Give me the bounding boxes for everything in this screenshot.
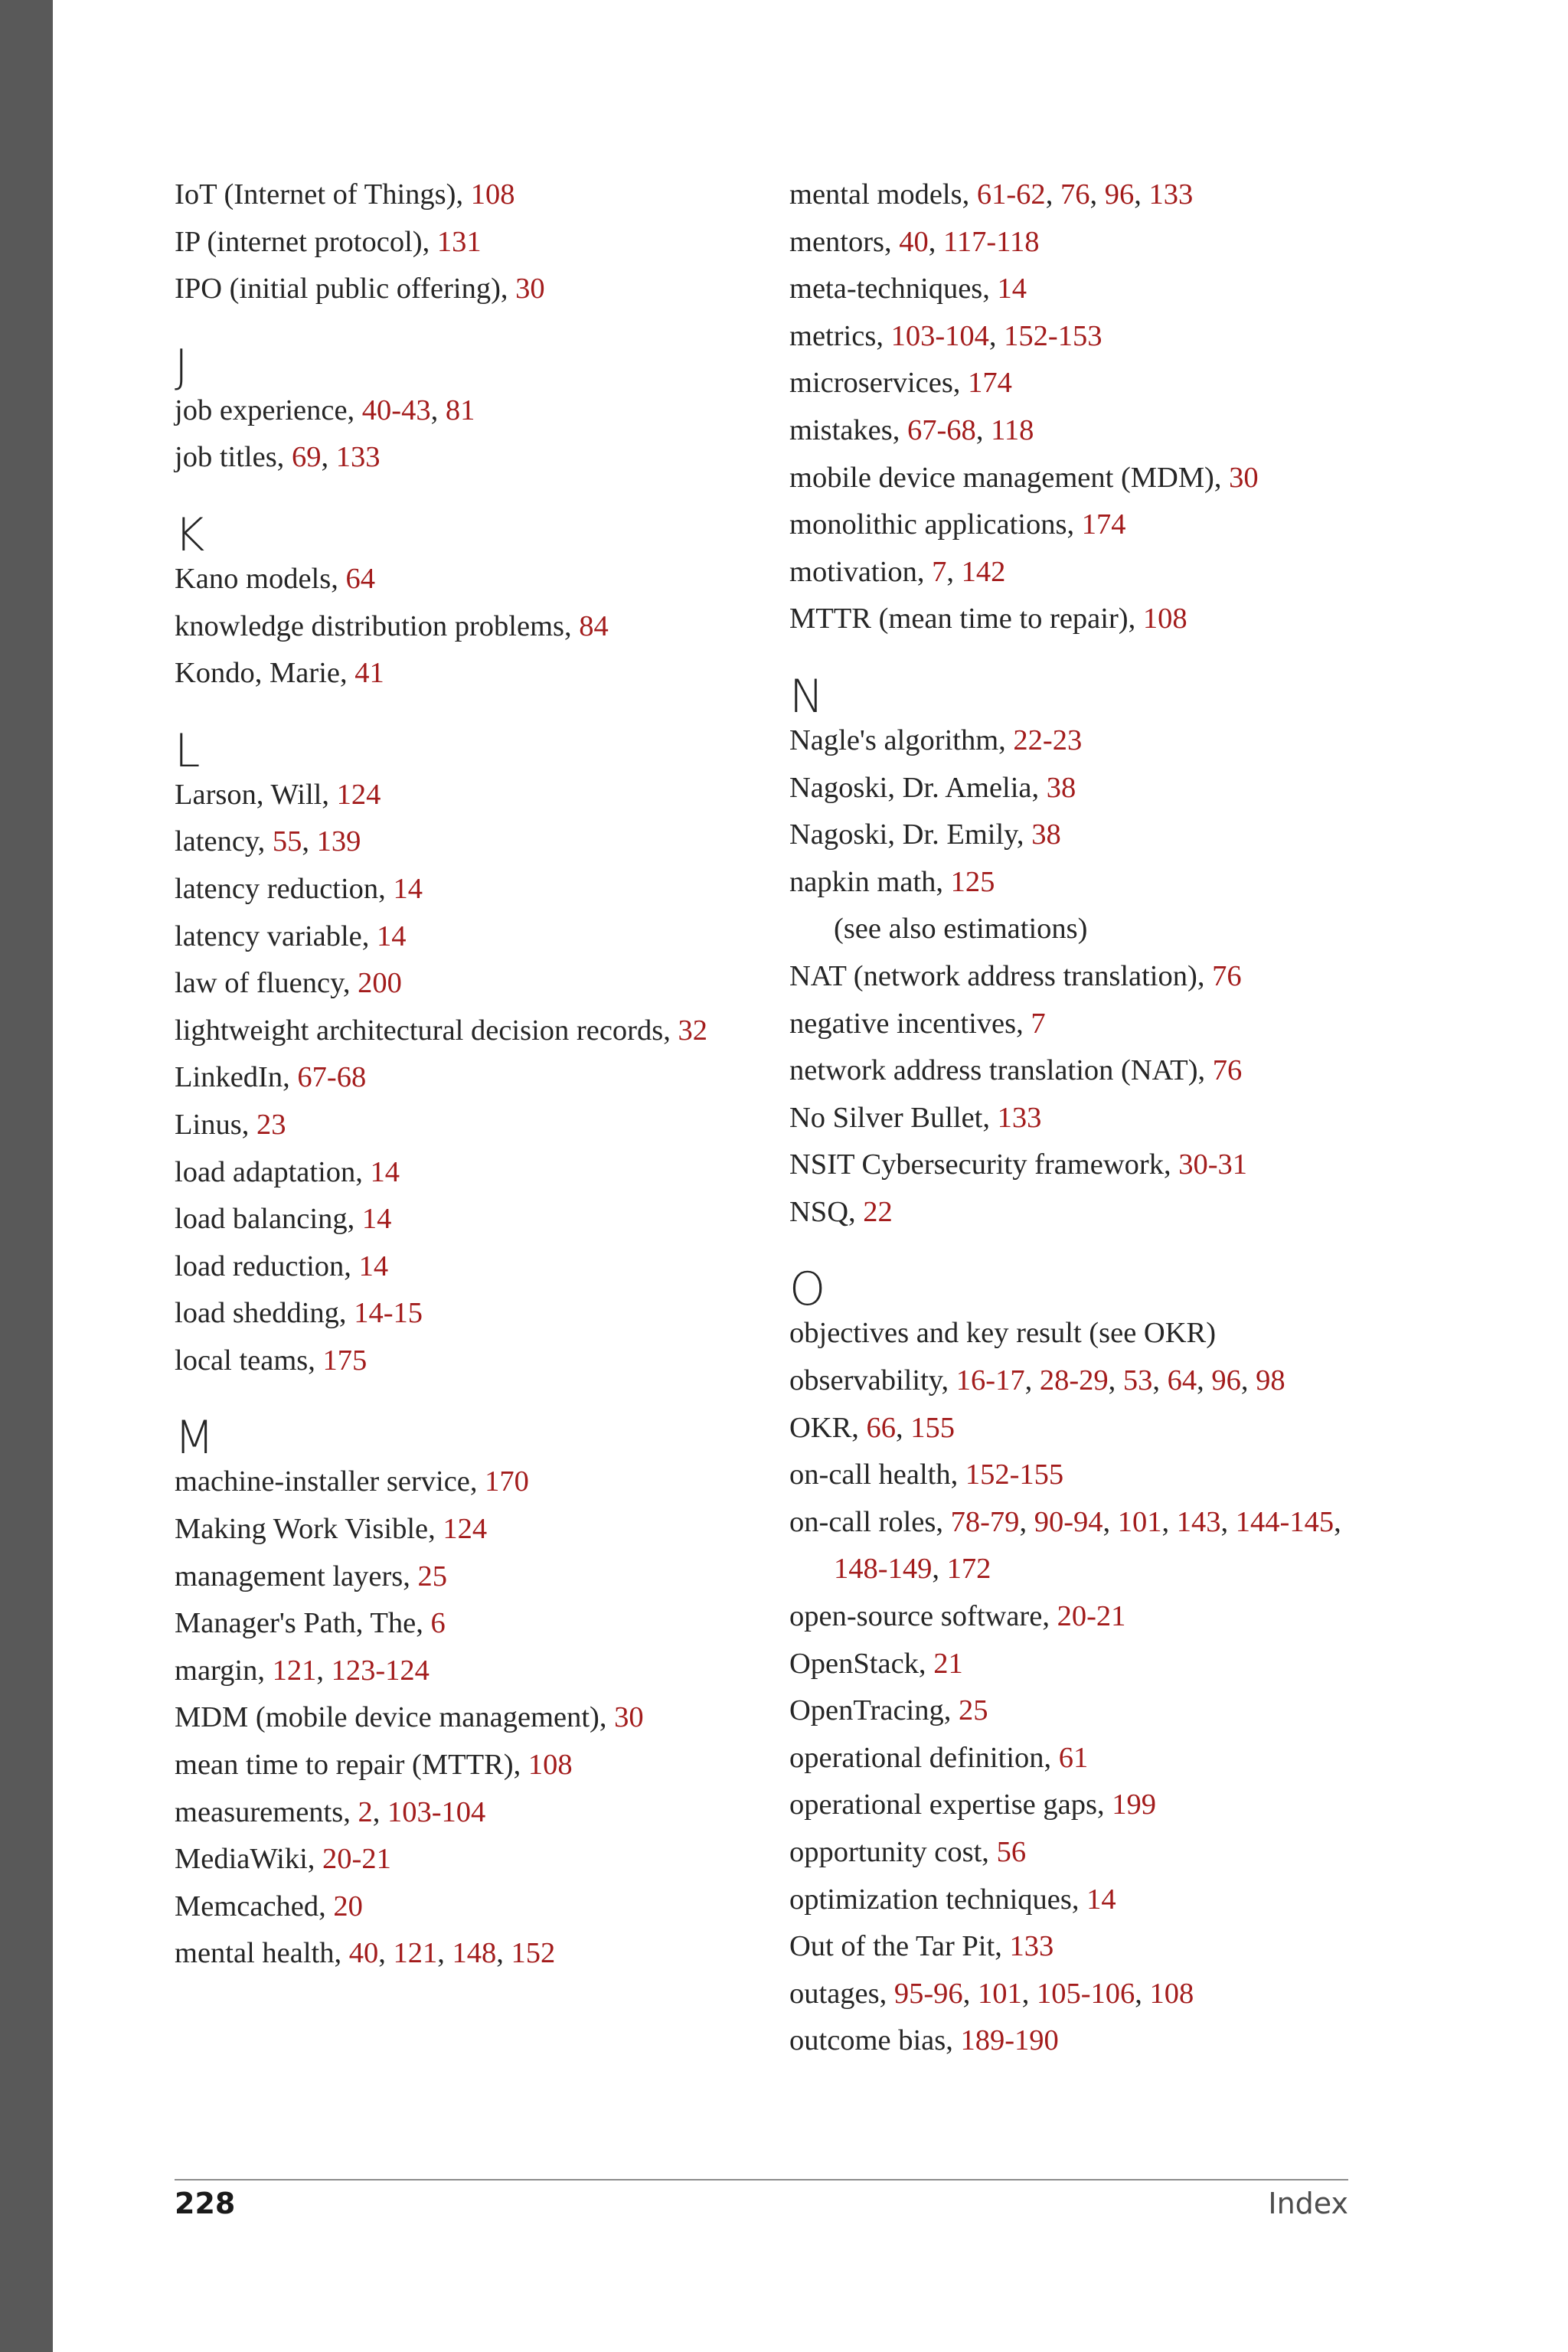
page-reference-link[interactable]: 121: [393, 1937, 438, 1970]
page-reference-link[interactable]: 6: [430, 1607, 446, 1640]
index-entry: [789, 717, 1402, 765]
index-entry: [789, 1142, 1402, 1189]
index-term: NSQ,: [789, 1195, 864, 1228]
index-letter-heading: [175, 339, 756, 394]
page-reference-link[interactable]: 133: [1009, 1930, 1054, 1963]
page-reference-link[interactable]: 189-190: [960, 2024, 1059, 2057]
page-reference-link[interactable]: 101: [977, 1977, 1022, 2010]
index-term: (see also estimations): [834, 913, 1088, 946]
page-reference-link[interactable]: 14: [393, 872, 423, 905]
page-reference-link[interactable]: 23: [256, 1108, 286, 1141]
index-term: LinkedIn,: [175, 1061, 298, 1094]
index-entry: [789, 1593, 1402, 1641]
page-reference-link[interactable]: 199: [1112, 1788, 1156, 1821]
page-reference-link[interactable]: 30: [614, 1701, 644, 1734]
page-reference-link[interactable]: 124: [443, 1513, 488, 1546]
index-term: mentors,: [789, 225, 900, 258]
index-term: OpenTracing,: [789, 1694, 959, 1727]
page-reference-link[interactable]: 152: [511, 1937, 556, 1970]
index-entry: [175, 866, 756, 913]
page-reference-link[interactable]: 96: [1104, 178, 1135, 211]
index-entry: metrics, 103-104, 152-153: [789, 319, 1102, 352]
index-entry: [789, 1687, 1402, 1735]
page-reference-link[interactable]: 98: [1256, 1364, 1285, 1397]
page-reference-link[interactable]: 64: [345, 562, 375, 595]
page-reference-link[interactable]: 21: [933, 1647, 963, 1680]
index-term: MDM (mobile device management),: [175, 1701, 615, 1734]
page-reference-link[interactable]: 20-21: [1057, 1600, 1126, 1633]
page-reference-link[interactable]: 67-68: [297, 1061, 367, 1094]
page-reference-link[interactable]: 40: [899, 225, 929, 258]
page-reference-link[interactable]: 25: [959, 1694, 988, 1727]
index-term: outcome bias,: [789, 2024, 961, 2057]
index-term: operational definition,: [789, 1741, 1059, 1774]
index-entry: [175, 1459, 756, 1506]
index-entry: [789, 455, 1402, 502]
page-reference-link[interactable]: 108: [1142, 603, 1187, 635]
page-reference-link[interactable]: 7: [932, 555, 947, 588]
index-term: law of fluency,: [175, 967, 358, 1000]
page-number: 228: [175, 2187, 236, 2220]
index-term: NSIT Cybersecurity framework,: [789, 1148, 1179, 1181]
index-entry: [789, 1047, 1402, 1095]
index-entry: motivation, 7, 142: [789, 555, 1006, 588]
index-entry: [175, 1008, 756, 1055]
index-entry: mental health, 40, 121, 148, 152: [175, 1937, 556, 1970]
index-term: latency reduction,: [175, 872, 394, 905]
index-entry: [175, 1553, 756, 1601]
index-entry: [175, 172, 756, 219]
index-entry: OKR, 66, 155: [789, 1411, 956, 1444]
index-term: mean time to repair (MTTR),: [175, 1749, 528, 1782]
index-term: open-source software,: [789, 1600, 1057, 1633]
page-reference-link[interactable]: 22-23: [1013, 724, 1083, 756]
index-column-left: [175, 172, 756, 1978]
page-reference-link[interactable]: 96: [1211, 1364, 1241, 1397]
index-entry: [175, 1196, 756, 1243]
page-reference-link[interactable]: 175: [322, 1344, 368, 1377]
page-reference-link[interactable]: 14: [997, 273, 1027, 305]
page-reference-link[interactable]: 66: [866, 1411, 897, 1444]
page-reference-link[interactable]: 16-17: [956, 1364, 1025, 1397]
page-reference-link[interactable]: 22: [863, 1195, 893, 1228]
page-reference-link[interactable]: 139: [316, 825, 361, 858]
page-reference-link[interactable]: 84: [579, 609, 609, 642]
index-entry: [789, 1641, 1402, 1688]
page-reference-link[interactable]: 38: [1031, 818, 1061, 851]
page-reference-link[interactable]: 7: [1031, 1007, 1046, 1040]
index-term: optimization techniques,: [789, 1883, 1087, 1916]
index-term: IPO (initial public offering),: [175, 273, 516, 305]
page-reference-link[interactable]: 101: [1117, 1505, 1162, 1538]
index-entry: [789, 1452, 1402, 1499]
index-letter: K: [175, 508, 205, 562]
index-entry: [175, 1102, 756, 1149]
page-reference-link[interactable]: 125: [950, 865, 995, 898]
index-letter: N: [789, 669, 824, 724]
index-letter: M: [175, 1411, 214, 1465]
page-reference-link[interactable]: 20-21: [322, 1843, 391, 1876]
index-term: operational expertise gaps,: [789, 1788, 1112, 1821]
index-term: measurements,: [175, 1795, 358, 1828]
index-entry: [789, 765, 1402, 812]
index-term: meta-techniques,: [789, 273, 998, 305]
index-entry: mistakes, 67-68, 118: [789, 413, 1034, 446]
index-term: OpenStack,: [789, 1647, 934, 1680]
index-entry: on-call roles, 78-79, 90-94, 101, 143, 144-145, 148-149, 172: [789, 1505, 1341, 1586]
index-entry: [789, 1001, 1402, 1048]
index-term: load balancing,: [175, 1203, 362, 1236]
index-entry: [175, 266, 756, 313]
index-entry: [175, 1742, 756, 1789]
index-term: opportunity cost,: [789, 1836, 997, 1868]
index-term: on-call roles,: [789, 1505, 951, 1538]
page-reference-link[interactable]: 69: [291, 441, 322, 474]
index-term: local teams,: [175, 1344, 323, 1377]
index-letter-heading: [175, 508, 756, 562]
index-term: management layers,: [175, 1560, 418, 1592]
page-reference-link[interactable]: 64: [1167, 1364, 1197, 1397]
page-reference-link[interactable]: 90-94: [1034, 1505, 1103, 1538]
page-reference-link[interactable]: 76: [1212, 1054, 1243, 1087]
index-entry: measurements, 2, 103-104: [175, 1795, 486, 1828]
index-entry: [175, 1149, 756, 1197]
index-term: IP (internet protocol),: [175, 225, 437, 258]
index-entry: [789, 1877, 1402, 1924]
index-term: load shedding,: [175, 1297, 354, 1330]
page-reference-link[interactable]: 32: [678, 1014, 707, 1047]
index-entry: [175, 913, 756, 961]
index-term: Nagle's algorithm,: [789, 724, 1014, 756]
running-title: Index: [1268, 2187, 1348, 2220]
index-term: monolithic applications,: [789, 508, 1082, 541]
index-term: latency variable,: [175, 920, 377, 952]
index-entry: [175, 1054, 756, 1102]
index-term: Manager's Path, The,: [175, 1607, 431, 1640]
page-reference-link[interactable]: 108: [528, 1749, 573, 1782]
page-reference-link[interactable]: 40-43: [361, 394, 431, 426]
page-reference-link[interactable]: 14: [377, 920, 407, 952]
page-reference-link[interactable]: 142: [961, 555, 1006, 588]
page-reference-link[interactable]: 124: [336, 778, 381, 811]
page-reference-link[interactable]: 144-145: [1235, 1505, 1334, 1538]
page-reference-link[interactable]: 67-68: [906, 413, 976, 446]
index-entry: [175, 219, 756, 266]
footer-rule: [175, 2179, 1348, 2180]
index-term: mental health,: [175, 1937, 349, 1970]
index-term: NAT (network address translation),: [789, 959, 1213, 992]
page-reference-link[interactable]: 133: [1148, 178, 1194, 211]
index-entry: [175, 1290, 756, 1338]
page-reference-link[interactable]: 76: [1060, 178, 1090, 211]
index-entry: [789, 596, 1402, 643]
page-reference-link[interactable]: 41: [354, 657, 384, 690]
index-term: microservices,: [789, 367, 969, 400]
index-term: latency,: [175, 825, 273, 858]
index-term: Linus,: [175, 1108, 256, 1141]
index-term: IoT (Internet of Things),: [175, 178, 471, 211]
index-term: observability,: [789, 1364, 956, 1397]
index-entry: [175, 1506, 756, 1553]
page-edge-bar: [0, 0, 53, 2352]
index-entry: [175, 603, 756, 651]
index-entry: [175, 1694, 756, 1742]
page-reference-link[interactable]: 81: [445, 394, 475, 426]
index-letter-heading: [175, 724, 756, 778]
page-reference-link[interactable]: 28-29: [1039, 1364, 1109, 1397]
index-entry: job titles, 69, 133: [175, 441, 381, 474]
page-reference-link[interactable]: 14: [358, 1250, 389, 1282]
index-term: on-call health,: [789, 1459, 965, 1491]
page-reference-link[interactable]: 25: [417, 1560, 447, 1592]
page-reference-link[interactable]: 174: [968, 367, 1012, 400]
page-reference-link[interactable]: 20: [333, 1890, 363, 1922]
index-term: mobile device management (MDM),: [789, 461, 1230, 494]
index-entry: mental models, 61-62, 76, 96, 133: [789, 178, 1194, 211]
index-term: No Silver Bullet,: [789, 1101, 998, 1134]
index-term: Out of the Tar Pit,: [789, 1930, 1010, 1963]
page-reference-link[interactable]: 38: [1046, 771, 1076, 804]
index-entry: [789, 1095, 1402, 1142]
page-reference-link[interactable]: 61: [1058, 1741, 1089, 1774]
page-reference-link[interactable]: 76: [1212, 959, 1242, 992]
page-reference-link[interactable]: 118: [991, 413, 1034, 446]
page-reference-link[interactable]: 117-118: [943, 225, 1040, 258]
index-term: MTTR (mean time to repair),: [789, 603, 1143, 635]
page-reference-link[interactable]: 14: [361, 1203, 392, 1236]
index-entry: [175, 1338, 756, 1385]
page-reference-link[interactable]: 121: [272, 1654, 317, 1687]
index-term: negative incentives,: [789, 1007, 1031, 1040]
page-reference-link[interactable]: 133: [335, 441, 381, 474]
page-reference-link[interactable]: 123-124: [331, 1654, 430, 1687]
index-entry: job experience, 40-43, 81: [175, 394, 475, 426]
index-entry: latency, 55, 139: [175, 825, 361, 858]
page-reference-link[interactable]: 14-15: [354, 1297, 423, 1330]
index-entry: [175, 650, 756, 697]
index-entry: [789, 1923, 1402, 1971]
index-term: OKR,: [789, 1411, 867, 1444]
index-letter: J: [175, 339, 188, 394]
page-reference-link[interactable]: 103-104: [890, 319, 989, 352]
index-term: job titles,: [175, 441, 292, 474]
index-term: MediaWiki,: [175, 1843, 323, 1876]
index-subentry: [789, 906, 1402, 953]
page-reference-link[interactable]: 152-155: [965, 1459, 1064, 1491]
index-term: network address translation (NAT),: [789, 1054, 1213, 1087]
index-entry: observability, 16-17, 28-29, 53, 64, 96, 98: [789, 1364, 1285, 1397]
page-reference-link[interactable]: 61-62: [976, 178, 1046, 211]
index-term: lightweight architectural decision records,: [175, 1014, 678, 1047]
index-entry: [175, 1600, 756, 1648]
index-entry: [789, 812, 1402, 859]
index-entry: [789, 1735, 1402, 1782]
index-term: load adaptation,: [175, 1155, 371, 1188]
index-term: Making Work Visible,: [175, 1513, 443, 1546]
index-letter-heading: [789, 669, 1402, 724]
index-term: Nagoski, Dr. Emily,: [789, 818, 1032, 851]
page-reference-link[interactable]: 105-106: [1036, 1977, 1135, 2010]
page-reference-link[interactable]: 30-31: [1178, 1148, 1248, 1181]
index-term: knowledge distribution problems,: [175, 609, 580, 642]
index-column-right: [789, 172, 1402, 2065]
page-reference-link[interactable]: 14: [1086, 1883, 1116, 1916]
index-term: metrics,: [789, 319, 891, 352]
page-reference-link[interactable]: 155: [910, 1411, 956, 1444]
index-letter-heading: [789, 1263, 1402, 1317]
index-letter: L: [175, 724, 201, 778]
page-reference-link[interactable]: 56: [996, 1836, 1027, 1868]
index-entry: [175, 1883, 756, 1931]
page-reference-link[interactable]: 2: [358, 1795, 373, 1828]
page-reference-link[interactable]: 78-79: [950, 1505, 1020, 1538]
index-entry: [789, 501, 1402, 549]
index-term: motivation,: [789, 555, 933, 588]
page-reference-link[interactable]: 170: [485, 1465, 529, 1498]
index-term: objectives and key result (see OKR): [789, 1317, 1217, 1350]
page-reference-link[interactable]: 172: [946, 1553, 991, 1586]
index-entry: [175, 960, 756, 1008]
page-reference-link[interactable]: 30: [515, 273, 545, 305]
index-entry: [789, 360, 1402, 407]
index-term: job experience,: [175, 394, 362, 426]
page-reference-link[interactable]: 148-149: [834, 1553, 933, 1586]
index-entry: [789, 266, 1402, 313]
index-entry: outages, 95-96, 101, 105-106, 108: [789, 1977, 1194, 2010]
index-letter-heading: [175, 1411, 756, 1465]
index-entry: [789, 953, 1402, 1001]
page-reference-link[interactable]: 143: [1176, 1505, 1221, 1538]
index-term: load reduction,: [175, 1250, 359, 1282]
index-term: Memcached,: [175, 1890, 334, 1922]
index-entry: [789, 1310, 1402, 1357]
page-reference-link[interactable]: 148: [452, 1937, 497, 1970]
page-reference-link[interactable]: 30: [1229, 461, 1259, 494]
page-reference-link[interactable]: 40: [348, 1937, 379, 1970]
index-term: Nagoski, Dr. Amelia,: [789, 771, 1047, 804]
index-entry: [789, 1829, 1402, 1877]
index-entry: [175, 772, 756, 819]
index-entry: [175, 1836, 756, 1883]
page-reference-link[interactable]: 103-104: [387, 1795, 486, 1828]
index-entry: [175, 1243, 756, 1291]
index-entry: [789, 1189, 1402, 1236]
page-reference-link[interactable]: 95-96: [893, 1977, 963, 2010]
index-entry: mentors, 40, 117-118: [789, 225, 1040, 258]
page-reference-link[interactable]: 14: [370, 1155, 400, 1188]
index-term: Kondo, Marie,: [175, 657, 355, 690]
page-reference-link[interactable]: 131: [436, 225, 482, 258]
index-term: mistakes,: [789, 413, 907, 446]
index-entry: [789, 859, 1402, 906]
index-entry: [175, 556, 756, 603]
index-term: Larson, Will,: [175, 778, 337, 811]
index-letter: O: [789, 1263, 826, 1317]
index-term: outages,: [789, 1977, 894, 2010]
page-reference-link[interactable]: 152-153: [1004, 319, 1102, 352]
index-term: margin,: [175, 1654, 273, 1687]
index-term: napkin math,: [789, 865, 951, 898]
index-entry: [789, 1782, 1402, 1829]
page-reference-link[interactable]: 174: [1081, 508, 1126, 541]
page-reference-link[interactable]: 133: [997, 1101, 1042, 1134]
index-entry: margin, 121, 123-124: [175, 1654, 430, 1687]
page-reference-link[interactable]: 55: [272, 825, 302, 858]
index-entry: [789, 2017, 1402, 2065]
page-reference-link[interactable]: 53: [1122, 1364, 1153, 1397]
index-term: machine-installer service,: [175, 1465, 485, 1498]
page-reference-link[interactable]: 108: [1149, 1977, 1194, 2010]
index-term: Kano models,: [175, 562, 346, 595]
page-reference-link[interactable]: 108: [470, 178, 515, 211]
index-term: mental models,: [789, 178, 977, 211]
page-reference-link[interactable]: 200: [358, 967, 402, 1000]
